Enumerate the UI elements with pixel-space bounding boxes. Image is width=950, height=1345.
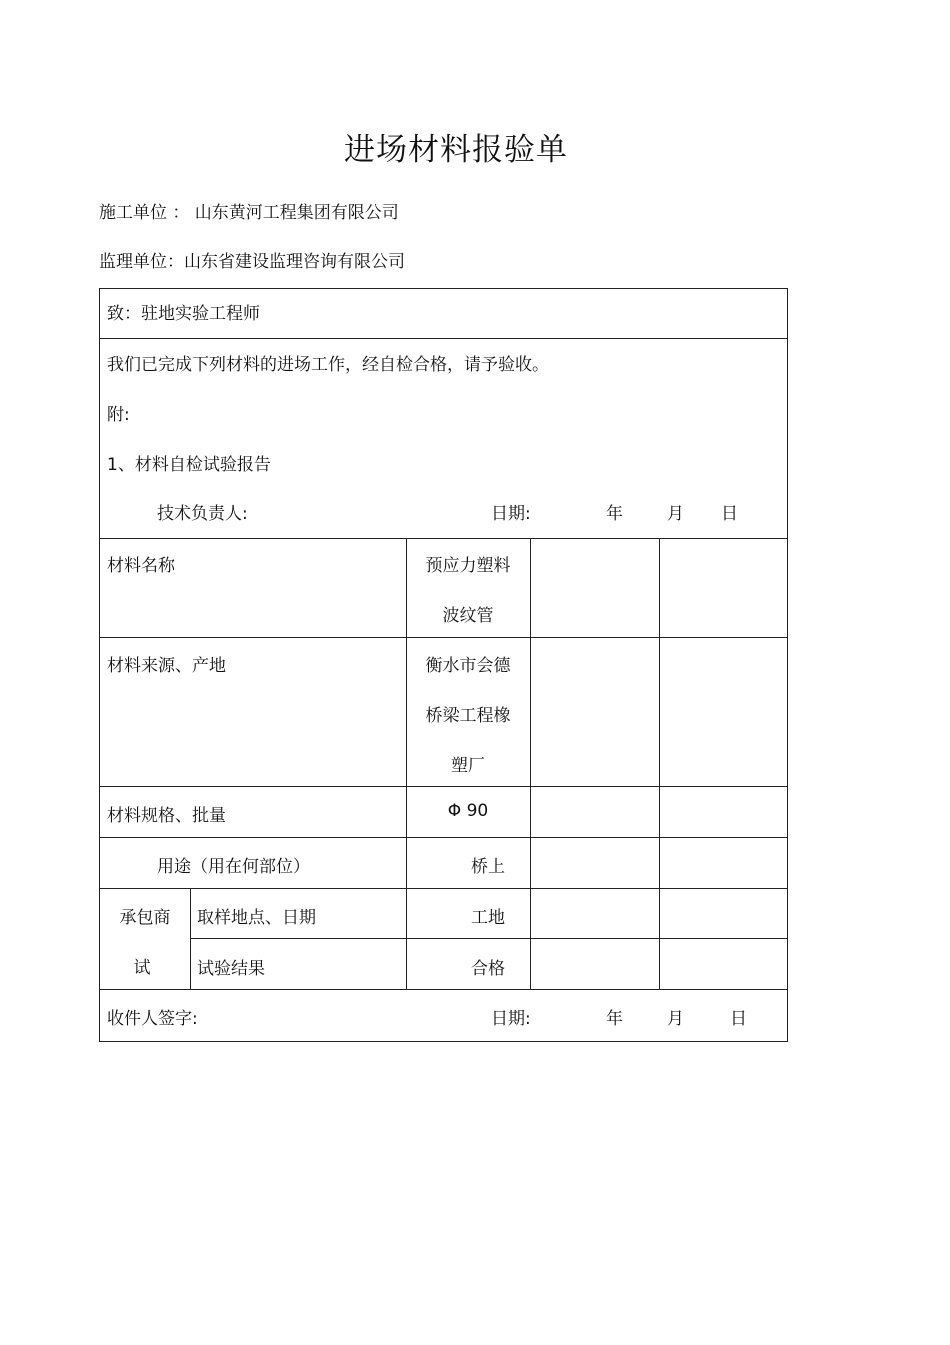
- inspection-form: [99, 288, 788, 1042]
- supervisor-line: 监理单位：山东省建设监理咨询有限公司: [99, 252, 405, 272]
- tech-lead-label: 技术负责人:: [157, 504, 248, 524]
- divider: [100, 338, 787, 339]
- receiver-year-label: 年: [606, 1009, 623, 1029]
- receiver-date-label: 日期:: [491, 1009, 531, 1029]
- material-name-value: 预应力塑料: [425, 556, 511, 576]
- divider: [100, 786, 787, 787]
- contractor-line: 施工单位 ： 山东黄河工程集团有限公司: [99, 203, 399, 223]
- year-label: 年: [606, 504, 623, 524]
- divider: [100, 888, 787, 889]
- sampling-label: 取样地点、日期: [197, 908, 316, 928]
- day-label: 日: [721, 504, 738, 524]
- usage-label: 用途（用在何部位）: [157, 857, 310, 877]
- result-value: 合格: [471, 959, 505, 979]
- attachment-label: 附:: [107, 405, 130, 425]
- form-title: 进场材料报验单: [344, 132, 568, 168]
- statement: 我们已完成下列材料的进场工作，经自检合格，请予验收。: [107, 355, 549, 375]
- material-name-value: 波纹管: [442, 606, 494, 626]
- divider: [100, 837, 787, 838]
- spec-value: Φ 90: [447, 801, 489, 821]
- receiver-label: 收件人签字:: [107, 1009, 198, 1029]
- divider: [100, 637, 787, 638]
- addressee: 致：驻地实验工程师: [107, 304, 260, 324]
- date-label: 日期:: [491, 504, 531, 524]
- source-value: 桥梁工程橡: [425, 706, 511, 726]
- contractor-group-label: 试: [133, 958, 151, 978]
- divider: [100, 989, 787, 990]
- divider: [190, 888, 191, 989]
- divider: [190, 938, 787, 939]
- divider: [100, 538, 787, 539]
- source-label: 材料来源、产地: [107, 656, 226, 676]
- source-value: 塑厂: [451, 756, 485, 776]
- usage-value: 桥上: [471, 857, 505, 877]
- material-name-label: 材料名称: [107, 556, 175, 576]
- result-label: 试验结果: [197, 959, 265, 979]
- month-label: 月: [667, 504, 684, 524]
- contractor-group-label: 承包商: [119, 908, 171, 928]
- divider: [659, 538, 660, 989]
- receiver-day-label: 日: [730, 1009, 747, 1029]
- attachment-item: 1、材料自检试验报告: [107, 455, 271, 475]
- source-value: 衡水市会德: [425, 656, 511, 676]
- receiver-month-label: 月: [667, 1009, 684, 1029]
- sampling-value: 工地: [471, 908, 505, 928]
- spec-label: 材料规格、批量: [107, 806, 226, 826]
